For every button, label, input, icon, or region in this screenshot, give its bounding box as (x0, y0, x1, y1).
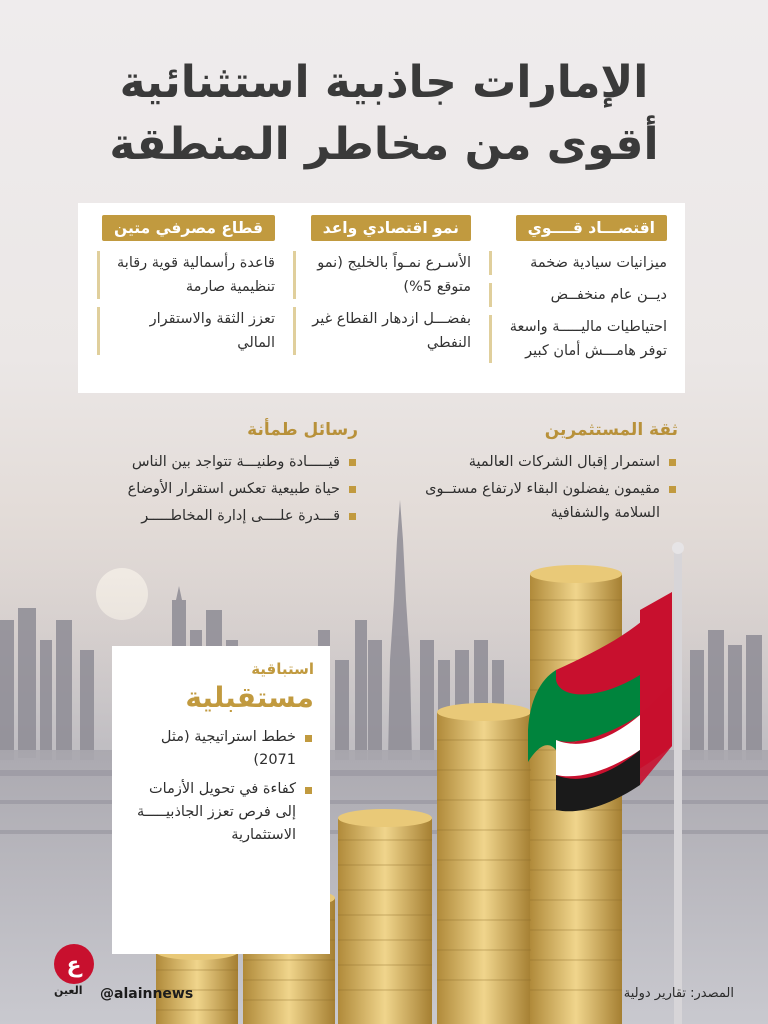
card-banking (97, 215, 275, 363)
social-handle: @alainnews (100, 986, 194, 1002)
section-heading: ثقة المستثمرين (544, 420, 678, 440)
future-proactive-box (112, 646, 330, 954)
card-item: ديــن عام منخفــض (489, 283, 667, 307)
bullet-item: مقيمون يفضلون البقاء لارتفاع مستــوى السلامة والشفافية (378, 477, 678, 525)
section-heading: رسائل طمأنة (247, 420, 358, 440)
alain-logo-text: العين (54, 984, 83, 997)
card-growth (293, 215, 471, 363)
card-item: قاعدة رأسمالية قوية رقابة تنظيمية صارمة (97, 251, 275, 299)
card-item: احتياطيات ماليـــــة واسعة توفر هامـــش أمان كبير (489, 315, 667, 363)
card-heading: نمو اقتصادي واعد (311, 215, 471, 241)
card-item: الأسـرع نمـواً بالخليج (نمو متوقع 5%) (293, 251, 471, 299)
bullet-item: قـــدرة علــــى إدارة المخاطـــــر (58, 504, 358, 528)
card-item: تعزز الثقة والاستقرار المالي (97, 307, 275, 355)
card-heading: قطاع مصرفي متين (102, 215, 275, 241)
card-item: بفضـــل ازدهار القطاع غير النفطي (293, 307, 471, 355)
bullet-item: خطط استراتيجية (مثل 2071) (128, 726, 314, 772)
source-credit: المصدر: تقارير دولية (623, 986, 734, 1001)
bullet-item: حياة طبيعية تعكس استقرار الأوضاع (58, 477, 358, 501)
bullet-item: قيـــــادة وطنيـــة تتواجد بين الناس (58, 450, 358, 474)
title-line-1: الإمارات جاذبية استثنائية (119, 57, 649, 108)
card-strong-economy (489, 215, 667, 371)
future-small-heading: استباقية (251, 660, 314, 678)
card-heading: اقتصـــاد قــــوي (516, 215, 667, 241)
future-big-heading: مستقبلية (185, 681, 314, 714)
svg-text:ع: ع (66, 953, 82, 978)
economy-cards-panel (78, 203, 685, 393)
bullet-item: كفاءة في تحويل الأزمات إلى فرص تعزز الجاذبيـــــة الاستثمارية (128, 778, 314, 847)
card-item: ميزانيات سيادية ضخمة (489, 251, 667, 275)
page-title (0, 52, 768, 176)
bullet-item: استمرار إقبال الشركات العالمية (378, 450, 678, 474)
title-line-2: أقوى من مخاطر المنطقة (109, 119, 659, 170)
